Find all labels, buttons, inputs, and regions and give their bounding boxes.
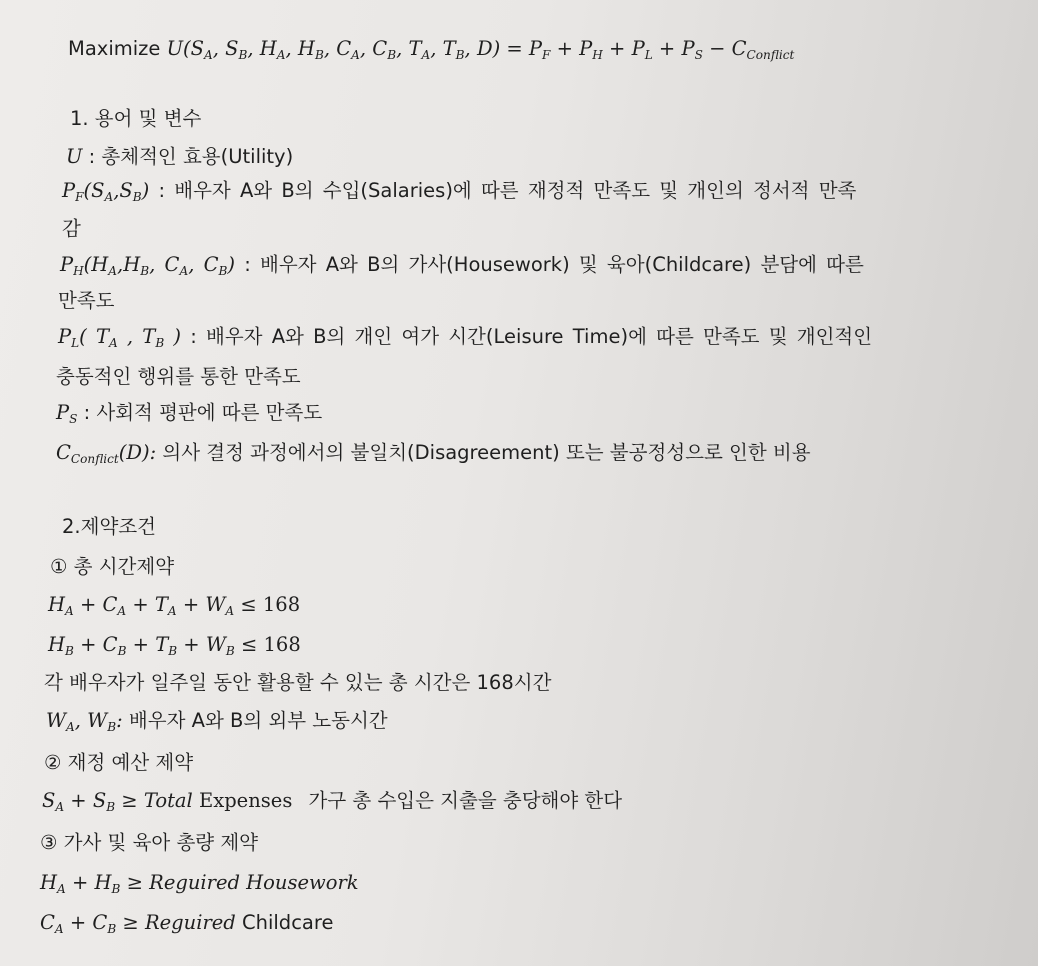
term-ps-desc: : 사회적 평판에 따른 만족도 <box>77 401 323 424</box>
term-pl-desc: : 배우자 A와 B의 개인 여가 시간(Leisure Time)에 따른 만족도 및 개인적인 <box>181 325 873 348</box>
term-pl-cont: 충동적인 행위를 통한 만족도 <box>56 365 301 388</box>
symbol-conflict: $C_{Conflict}(D)$: <box>56 441 157 467</box>
symbol-pf: $P_F(S_A,S_B)$ <box>62 179 150 205</box>
constraint2-eq-line <box>42 788 622 814</box>
symbol-pl: $P_L$( $T_A$ , $T_B$ ) <box>58 325 182 351</box>
section1-heading: 1. 용어 및 변수 <box>70 107 202 130</box>
term-pf-desc: : 배우자 A와 B의 수입(Salaries)에 따른 재정적 만족도 및 개인의 정서적 만족 <box>149 179 857 202</box>
symbol-ph: $P_H(H_A,H_B$, $C_A$, $C_B$) <box>60 253 236 279</box>
term-utility-desc: : 총체적인 효용(Utility) <box>82 145 294 168</box>
term-ph-desc: : 배우자 A와 B의 가사(Housework) 및 육아(Childcare) 분담에 따른 <box>235 253 864 276</box>
constraint1-eq-a: $H_A + C_A + T_A + W_A \le 168$ <box>48 593 301 619</box>
symbol-u: U <box>66 145 83 168</box>
term-ps <box>56 400 322 426</box>
constraint3-eq-childcare: $C_A + C_B$ ≥ Reguired Childcare <box>40 911 334 937</box>
constraint1-w-def <box>46 708 388 734</box>
objective-line <box>68 36 794 62</box>
constraint1-title: ① 총 시간제약 <box>50 555 175 578</box>
term-pl <box>58 324 872 350</box>
maximize-label: Maximize <box>68 37 161 60</box>
term-conflict <box>56 440 811 466</box>
term-pf-cont: 감 <box>62 217 81 240</box>
symbol-ps: $P_S$ <box>56 401 78 427</box>
constraint2-eq: $S_A + S_B$ ≥ Total Expenses <box>42 789 293 815</box>
w-def-desc: 배우자 A와 B의 외부 노동시간 <box>122 709 388 732</box>
constraint3-eq-housework: $H_A + H_B$ ≥ Reguired Housework <box>40 871 359 897</box>
constraint2-note: 가구 총 수입은 지출을 충당해야 한다 <box>308 789 623 812</box>
symbol-w: $W_A$, $W_B$: <box>46 709 123 735</box>
constraint1-note: 각 배우자가 일주일 동안 활용할 수 있는 총 시간은 168시간 <box>44 671 552 694</box>
constraint1-eq-b: $H_B + C_B + T_B + W_B \le 168$ <box>48 633 301 659</box>
term-ph-cont: 만족도 <box>58 289 115 312</box>
term-pf <box>62 178 856 204</box>
term-utility <box>66 144 293 170</box>
term-ph <box>60 252 864 278</box>
term-conflict-desc: 의사 결정 과정에서의 불일치(Disagreement) 또는 불공정성으로 인한 비용 <box>156 441 811 464</box>
objective-formula: $U(S_A$, $S_B$, $H_A$, $H_B$, $C_A$, $C_B$, $T_A$, $T_B$, $D) = P_F + P_H + P_L + P_S - C_{Conflict}$ <box>166 37 795 63</box>
section2-heading: 2.제약조건 <box>62 515 156 538</box>
constraint3-title: ③ 가사 및 육아 총량 제약 <box>40 831 259 854</box>
constraint2-title: ② 재정 예산 제약 <box>44 751 194 774</box>
